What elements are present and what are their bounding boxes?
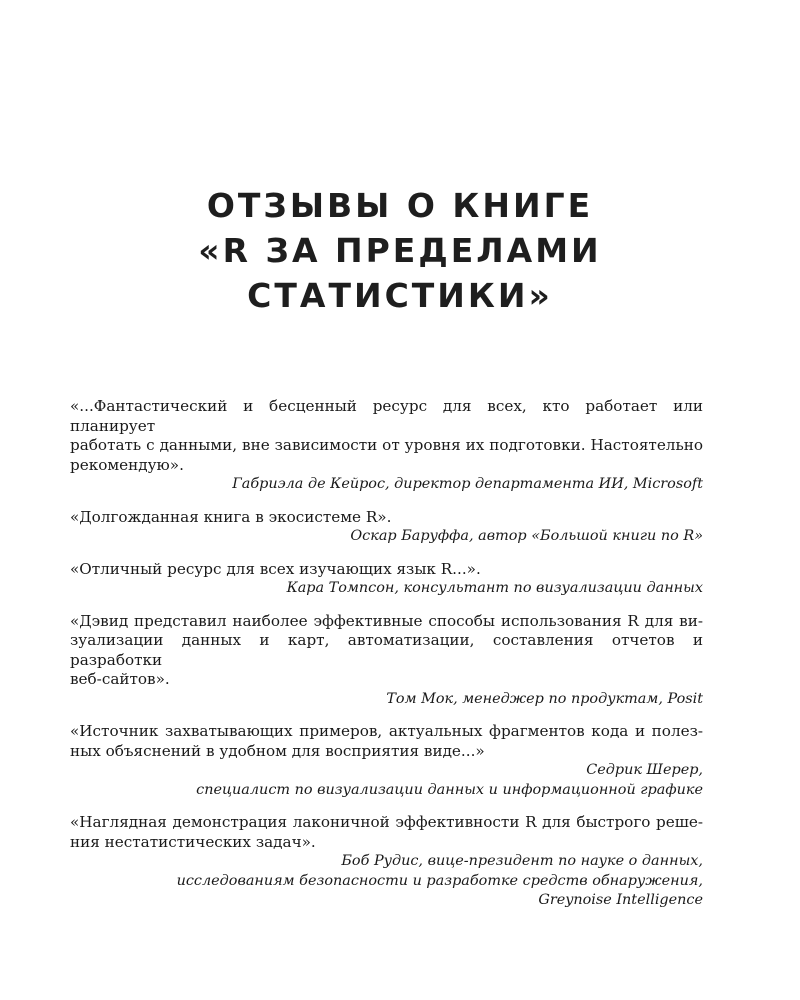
attribution-line: Боб Рудис, вице-президент по науке о данных, bbox=[341, 853, 703, 869]
review-attribution bbox=[70, 690, 703, 710]
review-item bbox=[70, 397, 703, 495]
attribution-line: Оскар Баруффа, автор «Большой книги по R» bbox=[350, 528, 703, 544]
review-item bbox=[70, 813, 703, 911]
quote-line: «Источник захватывающих примеров, актуальных фрагментов кода и полез- bbox=[70, 722, 703, 740]
attribution-line: Габриэла де Кейрос, директор департамента ИИ, Microsoft bbox=[232, 476, 703, 492]
attribution-line: Седрик Шерер, bbox=[586, 762, 703, 778]
review-quote bbox=[70, 813, 703, 852]
quote-line: зуализации данных и карт, автоматизации, составления отчетов и разработки bbox=[70, 631, 703, 669]
review-quote bbox=[70, 612, 703, 690]
attribution-line: исследованиям безопасности и разработке средств обнаружения, bbox=[176, 872, 703, 889]
review-item bbox=[70, 722, 703, 800]
title-line: ОТЗЫВЫ О КНИГЕ bbox=[206, 186, 594, 225]
attribution-line: специалист по визуализации данных и информационной графике bbox=[196, 781, 703, 798]
attribution-line: Том Мок, менеджер по продуктам, Posit bbox=[386, 690, 703, 707]
quote-line: «Наглядная демонстрация лаконичной эффективности R для быстрого реше- bbox=[70, 813, 703, 831]
quote-line: «Долгожданная книга в экосистеме R». bbox=[70, 507, 392, 526]
quote-line: «...Фантастический и бесценный ресурс для всех, кто работает или планирует bbox=[70, 397, 703, 435]
review-item bbox=[70, 508, 703, 547]
quote-line: веб-сайтов». bbox=[70, 670, 170, 688]
review-quote bbox=[70, 397, 703, 475]
review-attribution bbox=[70, 761, 703, 800]
title-line: «R ЗА ПРЕДЕЛАМИ bbox=[198, 231, 602, 270]
quote-line: ных объяснений в удобном для восприятия виде...» bbox=[70, 741, 485, 760]
review-quote bbox=[70, 560, 703, 580]
attribution-line: Greynoise Intelligence bbox=[538, 892, 703, 908]
review-quote bbox=[70, 508, 703, 528]
quote-line: рекомендую». bbox=[70, 455, 184, 474]
page-title bbox=[100, 183, 700, 318]
quote-line: ния нестатистических задач». bbox=[70, 832, 316, 851]
title-line: СТАТИСТИКИ» bbox=[247, 276, 553, 315]
quote-line: работать с данными, вне зависимости от уровня их подготовки. Настоятельно bbox=[70, 436, 703, 454]
review-attribution bbox=[70, 527, 703, 547]
quote-line: «Дэвид представил наиболее эффективные способы использования R для ви- bbox=[70, 611, 703, 630]
review-attribution bbox=[70, 475, 703, 495]
review-quote bbox=[70, 722, 703, 761]
review-item bbox=[70, 612, 703, 710]
attribution-line: Кара Томпсон, консультант по визуализации данных bbox=[286, 580, 703, 596]
review-item bbox=[70, 560, 703, 599]
review-attribution bbox=[70, 579, 703, 599]
quote-line: «Отличный ресурс для всех изучающих язык R...». bbox=[70, 559, 481, 578]
review-attribution bbox=[70, 852, 703, 911]
reviews-list bbox=[70, 397, 703, 924]
